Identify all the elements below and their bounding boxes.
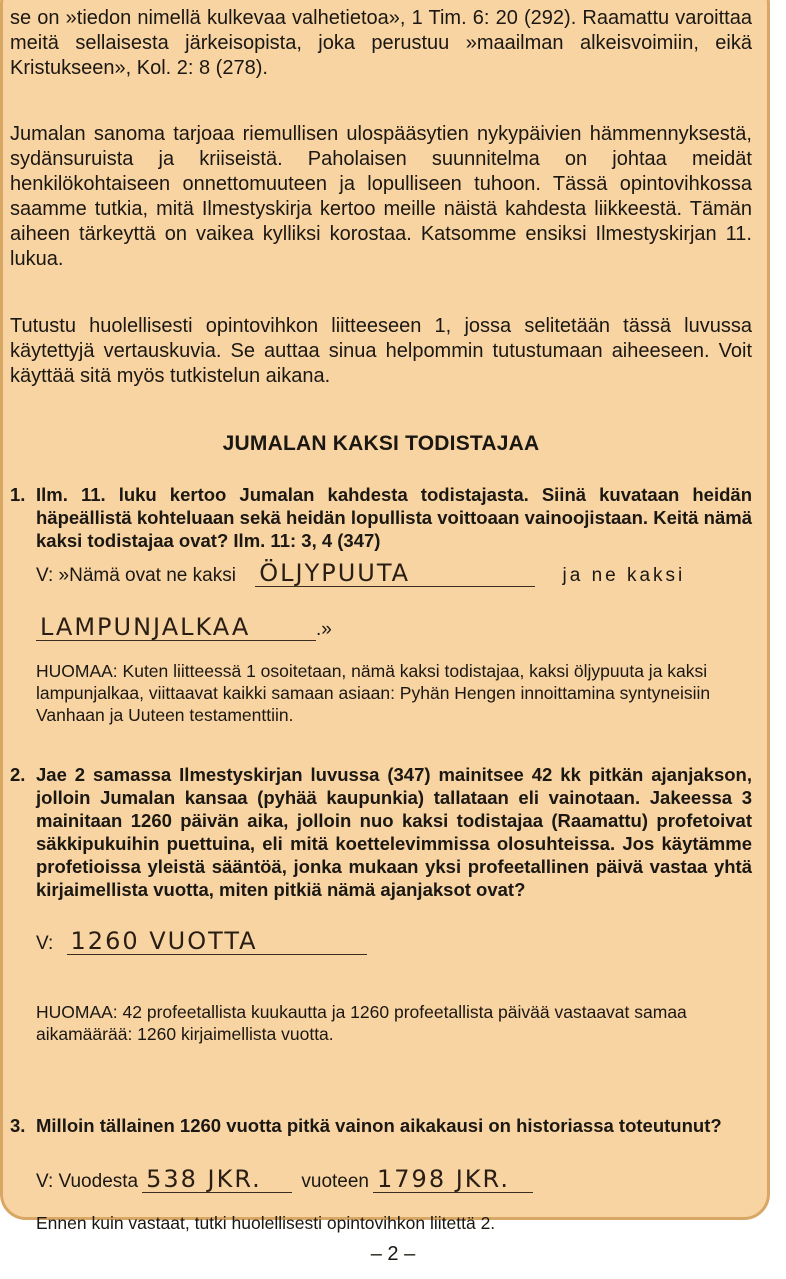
answer-3-prefix: V: Vuodesta (36, 1171, 139, 1192)
question-1 (10, 483, 752, 552)
question-3-text: Milloin tällainen 1260 vuotta pitkä vainon aikakausi on historiassa toteutunut? (36, 1115, 722, 1136)
answer-2-field[interactable]: 1260 VUOTTA (67, 928, 367, 955)
answer-1-field-1[interactable]: ÖLJYPUUTA (255, 560, 535, 587)
question-1-answer-line-1 (36, 560, 685, 588)
question-2-answer-line (36, 928, 367, 956)
answer-1-suffix: .» (316, 619, 332, 640)
question-2 (10, 763, 752, 901)
answer-2-prefix: V: (36, 933, 54, 954)
answer-1-mid: ja ne kaksi (562, 565, 686, 586)
question-1-answer-line-2 (36, 614, 332, 642)
question-1-number: 1. (10, 484, 26, 505)
answer-3-mid: vuoteen (301, 1171, 370, 1192)
question-2-note: HUOMAA: 42 profeetallista kuukautta ja 1260 profeetallista päivää vastaavat samaa aikamäärää: 1260 kirjaimellista vuotta. (36, 1002, 687, 1044)
question-2-text: Jae 2 samassa Ilmestyskirjan luvussa (347) mainitsee 42 kk pitkän ajanjakson, jolloin Jumalan kansaa (pyhää kaupunkia) tallataan eli vainotaan. Jakeessa 3 mainitaan 1260 päivän aika, jolloin nuo kaksi todistajaa (Raamattu) profetoivat säkkipukuihin puettuina, eli mitä koettelevimmissa olosuhteissa. Jos käytämme profetioissa yleistä sääntöä, jonka mukaan yksi profeetallinen päivä vastaa yhtä kirjaimellista vuotta, miten pitkiä nämä ajanjaksot ovat? (36, 764, 752, 900)
answer-1-prefix: V: »Nämä ovat ne kaksi (36, 565, 236, 586)
answer-3-field-2[interactable]: 1798 JKR. (373, 1166, 533, 1193)
question-1-note: HUOMAA: Kuten liitteessä 1 osoitetaan, nämä kaksi todistajaa, kaksi öljypuuta ja kaksi lampunjalkaa, viittaavat kaikki samaan asiaan: Pyhän Hengen innoittamina syntyneisiin Vanhaan ja Uuteen testamenttiin. (36, 661, 711, 725)
section-heading: JUMALAN KAKSI TODISTAJAA (222, 432, 540, 455)
page-number: – 2 – (370, 1243, 416, 1265)
question-3-note: Ennen kuin vastaat, tutki huolellisesti opintovihkon liitettä 2. (36, 1213, 496, 1233)
answer-3-field-1[interactable]: 538 JKR. (142, 1166, 292, 1193)
intro-paragraph-1: se on »tiedon nimellä kulkevaa valhetietoa», 1 Tim. 6: 20 (292). Raamattu varoittaa meitä sellaisesta järkeisopista, joka perustuu »maailman alkeisvoimiin, eikä Kristukseen», Kol. 2: 8 (278). (10, 7, 752, 79)
question-3-answer-line (36, 1166, 533, 1194)
intro-paragraph-2: Jumalan sanoma tarjoaa riemullisen ulospääsytien nykypäivien hämmennyksestä, sydänsuruista ja kriiseistä. Paholaisen suunnitelma on johtaa meidät henkilökohtaiseen onnettomuuteen ja lopulliseen tuhoon. Tässä opintovihkossa saamme tutkia, mitä Ilmestyskirja kertoo meille näistä kahdesta liikkeestä. Tämän aiheen tärkeyttä on vaikea kylliksi korostaa. Katsomme ensiksi Ilmestyskirjan 11. lukua. (10, 123, 752, 270)
question-3-number: 3. (10, 1115, 26, 1136)
question-3 (10, 1114, 752, 1137)
question-1-text: Ilm. 11. luku kertoo Jumalan kahdesta todistajasta. Siinä kuvataan heidän häpeällistä kohteluaan sekä heidän lopullista voittoaan vainoojistaan. Keitä nämä kaksi todistajaa ovat? Ilm. 11: 3, 4 (347) (36, 484, 752, 551)
answer-1-field-2[interactable]: LAMPUNJALKAA (36, 614, 316, 641)
question-2-number: 2. (10, 764, 26, 785)
intro-paragraph-3: Tutustu huolellisesti opintovihkon liitteeseen 1, jossa selitetään tässä luvussa käytettyjä vertauskuvia. Se auttaa sinua helpommin tutustumaan aiheeseen. Voit käyttää sitä myös tutkistelun aikana. (10, 315, 752, 387)
